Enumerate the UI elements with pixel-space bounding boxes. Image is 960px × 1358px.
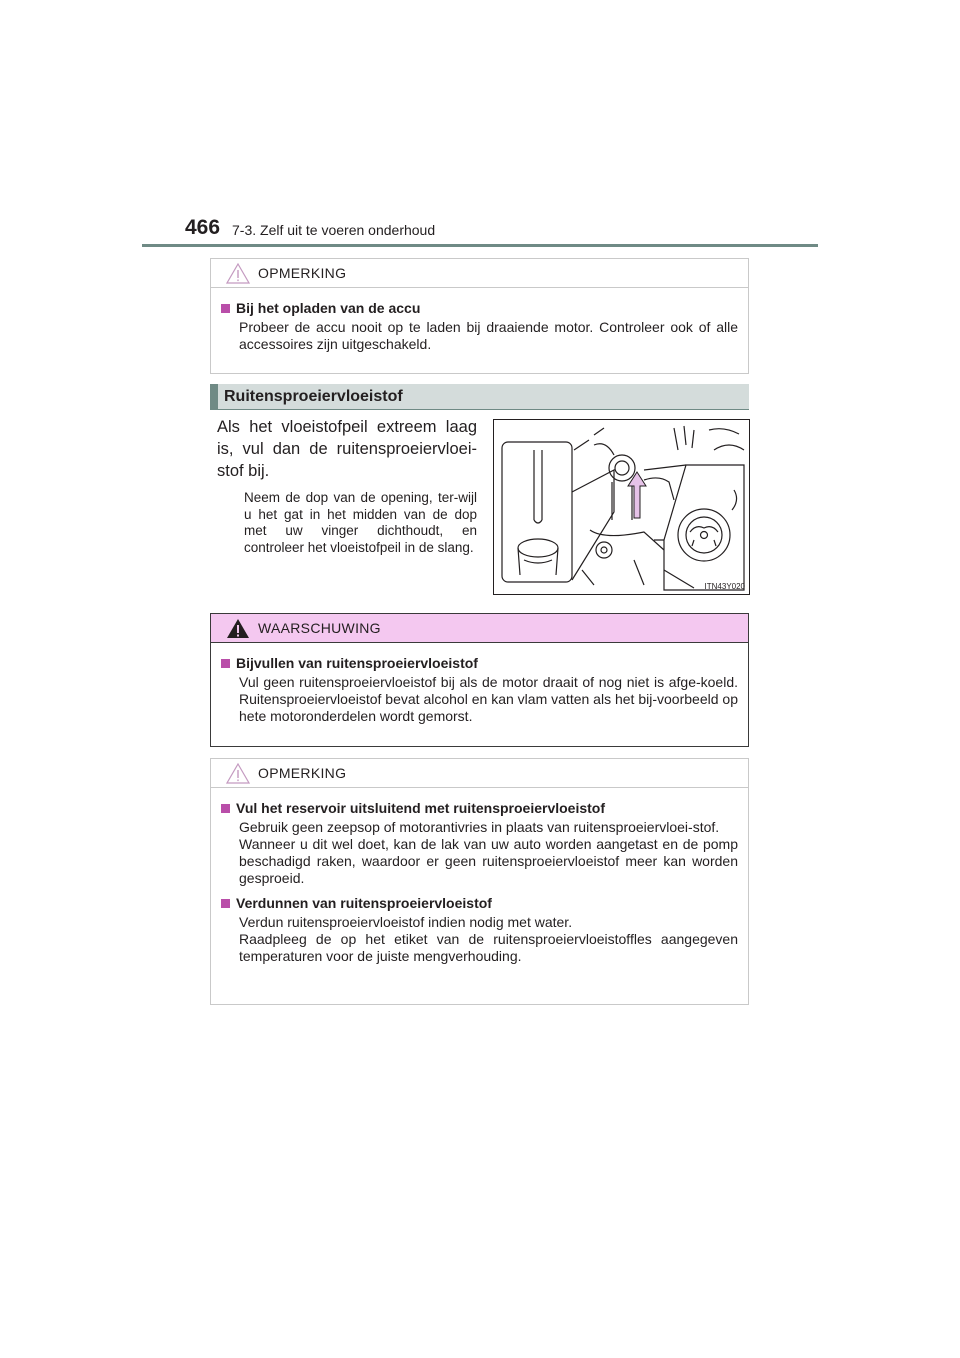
notice-item	[221, 895, 738, 965]
notice-header	[211, 759, 748, 788]
notice-item	[221, 300, 738, 353]
section-reference: 7-3. Zelf uit te voeren onderhoud	[232, 222, 436, 238]
warning-triangle-icon	[226, 618, 250, 639]
square-bullet-icon	[221, 659, 230, 668]
notice-body	[211, 288, 748, 363]
section-title-bar	[210, 384, 749, 410]
notice-item-text: Probeer de accu nooit op te laden bij draaiende motor. Controleer ook of alle accessoires zijn uitgeschakeld.	[239, 319, 738, 352]
warning-box	[210, 613, 749, 747]
section-title-accent	[210, 384, 218, 410]
warning-heading: WAARSCHUWING	[258, 620, 381, 636]
section-lead-text: Als het vloeistofpeil extreem laag is, vul dan de ruitensproeiervloei-stof bij.	[217, 418, 477, 480]
square-bullet-icon	[221, 804, 230, 813]
caution-outline-icon	[226, 763, 250, 784]
notice-item-title: Verdunnen van ruitensproeiervloeistof	[236, 895, 492, 911]
warning-item-title: Bijvullen van ruitensproeiervloeistof	[236, 655, 478, 671]
notice-item	[221, 800, 738, 887]
notice-box-top	[210, 258, 749, 374]
notice-item-title: Bij het opladen van de accu	[236, 300, 421, 316]
warning-item	[221, 655, 738, 725]
notice-item-title: Vul het reservoir uitsluitend met ruitensproeiervloeistof	[236, 800, 606, 816]
notice-box-bottom	[210, 758, 749, 1005]
notice-item-text: Gebruik geen zeepsop of motorantivries in plaats van ruitensproeiervloei-stof. Wanneer u dit wel doet, kan de lak van uw auto worden aangetast en de pomp beschadigd raken, waardoor er geen ruitensproeiervloeistof meer kan worden gesproeid.	[239, 819, 738, 886]
notice-item-text: Verdun ruitensproeiervloeistof indien nodig met water. Raadpleeg de op het etiket van de ruitensproeiervloeistoffles aangegeven temperaturen voor de juiste mengverhouding.	[239, 914, 738, 964]
notice-body	[211, 788, 748, 975]
caution-outline-icon	[226, 263, 250, 284]
section-title: Ruitensproeiervloeistof	[224, 388, 403, 405]
notice-header	[211, 259, 748, 288]
notice-heading: OPMERKING	[258, 265, 347, 281]
warning-header	[211, 614, 748, 643]
page-header	[0, 0, 960, 250]
washer-fluid-illustration	[493, 419, 750, 595]
figure-code: ITN43Y020	[704, 582, 745, 591]
section-instruction-text: Neem de dop van de opening, ter-wijl u het gat in het midden van de dop met uw vinger dichthoudt, en controleer het vloeistofpeil in de slang.	[244, 490, 477, 555]
notice-heading: OPMERKING	[258, 765, 347, 781]
square-bullet-icon	[221, 304, 230, 313]
warning-item-text: Vul geen ruitensproeiervloeistof bij als de motor draait of nog niet is afge-koeld. Ruitensproeiervloeistof bevat alcohol en kan vlam vatten als het bij-voorbeeld op hete motoronderdelen wordt gemorst.	[239, 674, 738, 724]
header-rule	[142, 244, 818, 247]
square-bullet-icon	[221, 899, 230, 908]
warning-body	[211, 643, 748, 735]
illustration-drawing	[494, 420, 750, 595]
page-number: 466	[185, 216, 221, 239]
